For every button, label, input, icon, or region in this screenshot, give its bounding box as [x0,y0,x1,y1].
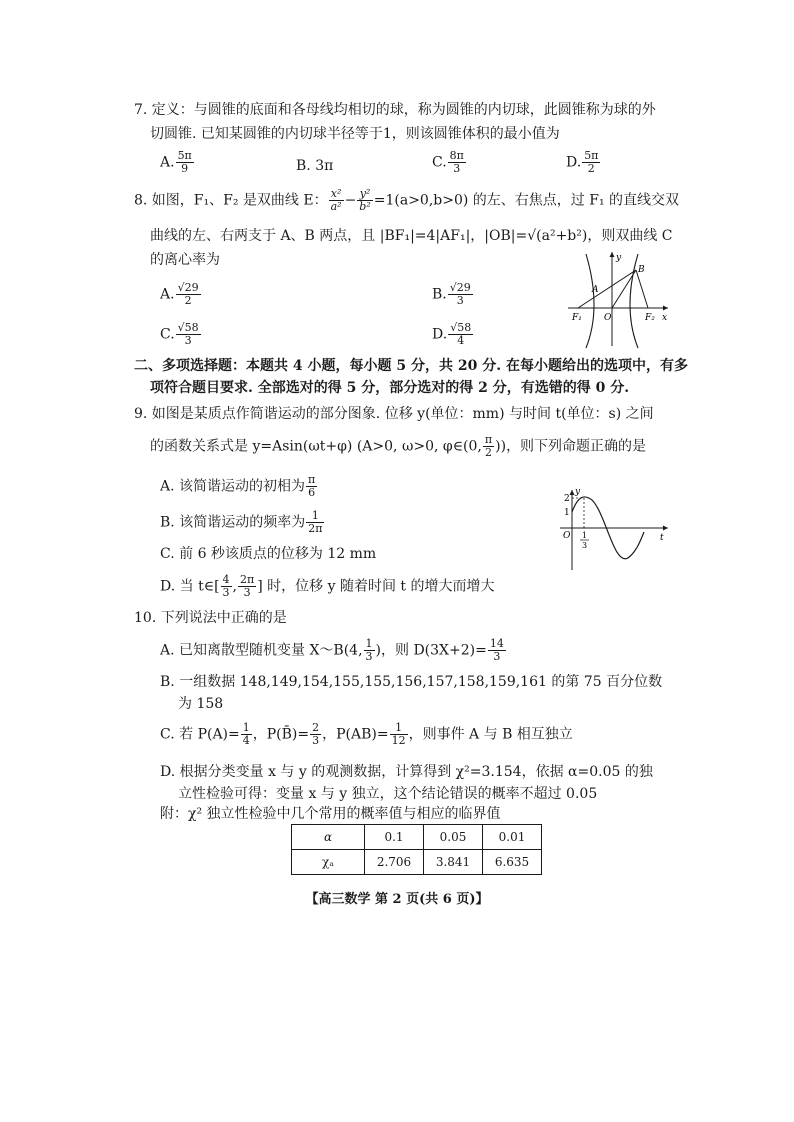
line-f1-b [578,270,636,308]
label-A: A [592,285,599,295]
label-t: t [660,533,664,543]
q10-option-d-line1: D. 根据分类变量 x 与 y 的观测数据，计算得到 χ²=3.154，依据 α=0.05 的独 [160,764,653,780]
q10-option-d-line2: 立性检验可得：变量 x 与 y 独立，这个结论错误的概率不超过 0.05 [178,786,598,802]
q7-stem-line1: 7. 定义：与圆锥的底面和各母线均相切的球，称为圆锥的内切球，此圆锥称为球的外 [134,102,656,118]
label-O: O [604,313,612,323]
q10-option-a: A. 已知离散型随机变量 X～B(4, $\frac{1}{3}$ )，则 D(3X+2)= $\frac{14}{3}$ [160,637,504,663]
q9-option-d: D. 当 t∈[ $\frac{4}{3}$ , $\frac{2\pi}{3}$ ] 时，位移 y 随着时间 t 的增大而增大 [160,573,495,599]
q10-option-b-line2: 为 158 [178,696,224,712]
label-y: y [575,488,581,497]
q9-option-b: B. 该简谐运动的频率为 $\frac{1}{2\pi}$ [160,509,323,535]
q7-option-c: C. $\frac{8\pi}{3}$ [432,149,464,175]
q8-stem-line3: 的离心率为 [150,252,220,268]
q9-stem-line1: 9. 如图是某质点作简谐运动的部分图象. 位移 y(单位：mm) 与时间 t(单位：s) 之间 [134,406,654,422]
label-x: x [662,313,668,323]
table-cell: 0.1 [365,825,424,850]
q10-option-c: C. 若 P(A)= $\frac{1}{4}$ ，P(B̄)= $\frac{2}{3}$ ，P(AB)= $\frac{1}{12}$ ，则事件 A 与 B 相互独立 [160,721,573,747]
right-branch [630,254,638,348]
table-cell: 6.635 [483,850,542,875]
table-cell: 0.01 [483,825,542,850]
table-cell: χₐ [292,850,365,875]
table-row [292,825,542,850]
section2-heading-line1: 二、多项选择题：本题共 4 小题，每小题 5 分，共 20 分. 在每小题给出的选项中，有多 [134,358,688,374]
q10-note: 附：χ² 独立性检验中几个常用的概率值与相应的临界值 [160,806,501,822]
label-y: y [616,253,622,263]
left-branch [586,254,594,348]
y-axis-arrow [610,252,615,257]
table-cell: 0.05 [424,825,483,850]
q7-option-d: D. $\frac{5\pi}{2}$ [566,149,599,175]
label-B: B [638,265,645,275]
q8-option-a: A. $\frac{√29}{2}$ [160,281,199,307]
hyperbola-figure [564,250,674,350]
label-two: 2 [564,494,570,504]
q7-option-a: A. $\frac{5\pi}{9}$ [160,149,192,175]
label-F2: F₂ [645,313,655,323]
q9-stem-line2: 的函数关系式是 y=Asin(ωt+φ) (A>0, ω>0, φ∈(0, $\frac{\pi}{2}$ ))，则下列命题正确的是 [150,433,647,459]
tick-denominator: 3 [582,541,588,550]
q7-option-b: B. 3π [296,158,334,174]
q8-stem-line1: 8. 如图，F₁、F₂ 是双曲线 E： $\frac{\text{x²}}{\text{a²}}$ − $\frac{\text{y²}}{\text{b²}}$ =1(a>0,b>0) 的左、右焦点，过 F₁ 的直线交双 [134,187,680,213]
critical-value-table [291,824,542,875]
q9-option-c: C. 前 6 秒该质点的位移为 12 mm [160,546,377,562]
x-axis-arrow [663,306,668,311]
y-axis-arrow [570,490,575,495]
table-cell: α [292,825,365,850]
q9-option-a: A. 该简谐运动的初相为 $\frac{\pi}{6}$ [160,473,316,499]
q8-stem-line2: 曲线的左、右两支于 A、B 两点，且 |BF₁|=4|AF₁|，|OB|=√(a²+b²)，则双曲线 C [150,228,673,244]
q8-option-c: C. $\frac{√58}{3}$ [160,321,199,347]
page-footer: 【高三数学 第 2 页(共 6 页)】 [305,892,489,907]
sinusoid-figure [556,488,672,572]
q8-option-b: B. $\frac{√29}{3}$ [432,281,471,307]
q10-stem: 10. 下列说法中正确的是 [134,610,287,626]
tick-numerator: 1 [582,531,588,540]
segment-o-b [612,270,636,308]
label-one: 1 [564,508,570,518]
table-row [292,850,542,875]
label-F1: F₁ [572,313,582,323]
section2-heading-line2: 项符合题目要求. 全部选对的得 5 分，部分选对的得 2 分，有选错的得 0 分. [150,380,630,396]
table-cell: 2.706 [365,850,424,875]
q10-option-b-line1: B. 一组数据 148,149,154,155,155,156,157,158,159,161 的第 75 百分位数 [160,674,663,690]
q8-option-d: D. $\frac{√58}{4}$ [432,321,472,347]
t-axis-arrow [663,526,668,531]
segment-f2-b [636,270,648,308]
table-cell: 3.841 [424,850,483,875]
q7-stem-line2: 切圆锥. 已知某圆锥的内切球半径等于1，则该圆锥体积的最小值为 [150,126,560,142]
label-O: O [563,531,571,541]
